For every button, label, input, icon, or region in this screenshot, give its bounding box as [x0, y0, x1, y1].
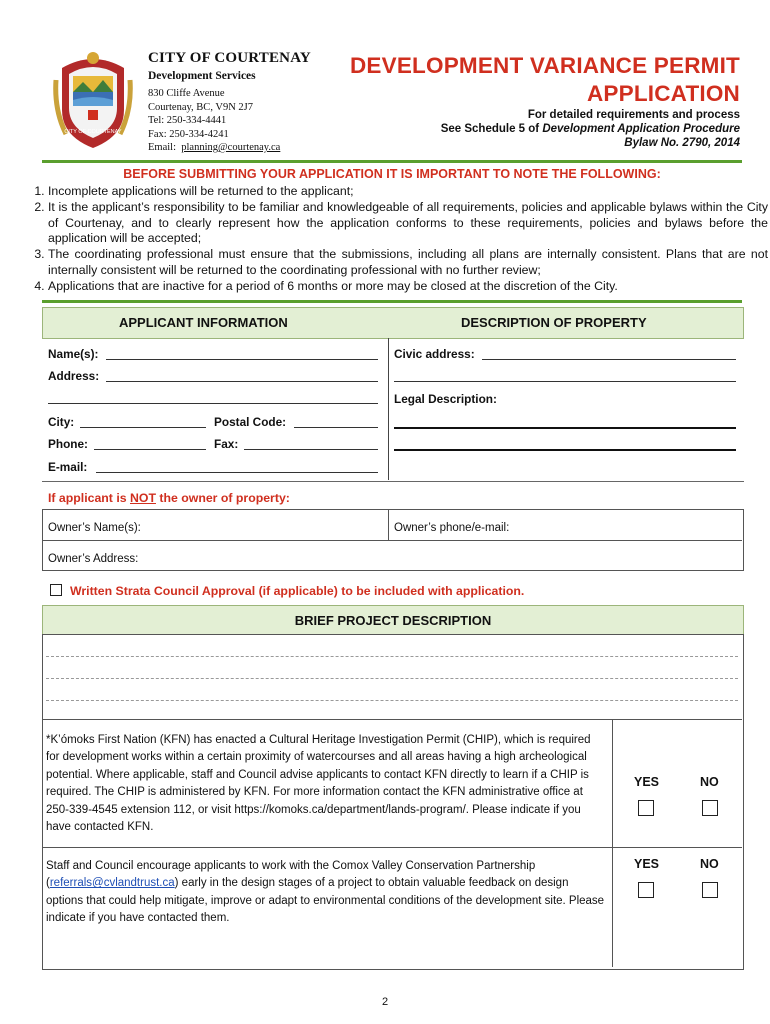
notes-list [20, 184, 768, 295]
cvcp-text-after: ) early in the design stages of a project to obtain valuable feedback on design options that could help mitigate, improve or adapt to environmental conditions of the development site. Please indicate if you have contacted them. [46, 877, 605, 925]
email-label: Email: [148, 142, 176, 153]
postal-code-field[interactable] [294, 427, 378, 428]
strata-checkbox[interactable] [50, 584, 62, 596]
page-number: 2 [381, 996, 389, 1008]
legal-description-field[interactable] [394, 427, 736, 429]
project-section-header [42, 605, 744, 635]
kfn-no-label: NO [700, 775, 719, 789]
cvcp-paragraph [46, 858, 606, 928]
consult-row-divider [43, 847, 742, 848]
cvcp-yes-checkbox[interactable] [638, 882, 654, 898]
address-line: Courtenay, BC, V9N 2J7 [148, 101, 253, 113]
city-field[interactable] [80, 427, 206, 428]
kfn-no-checkbox[interactable] [702, 800, 718, 816]
owner-address-field[interactable]: Owner’s Address: [48, 553, 139, 565]
legal-description-label: Legal Description: [394, 392, 497, 406]
owner-contact-field[interactable]: Owner’s phone/e-mail: [394, 522, 510, 534]
phone-field[interactable] [94, 449, 206, 450]
column-divider [388, 338, 389, 480]
email-line [148, 141, 280, 155]
owner-heading [48, 491, 290, 505]
address-label: Address: [48, 369, 100, 383]
property-heading: DESCRIPTION OF PROPERTY [461, 315, 647, 330]
kfn-paragraph: *K’ómoks First Nation (KFN) has enacted a Cultural Heritage Investigation Permit (CHIP), which is required for development works within a certain proximity of watercourses and all areas having a high archeological potential. Where applicable, staff and Council advise applicants to contact KFN directly to learn if a CHIP is required. The CHIP is administered by KFN. For more information contact the KFN administrative office at 250-339-4545 extension 112, or visit https://komoks.ca/department/lands-program/. Please indicate if you have contacted KFN. [46, 734, 591, 834]
title-line-1: DEVELOPMENT VARIANCE PERMIT [349, 53, 740, 78]
title-line-2: APPLICATION [586, 81, 740, 106]
section-bottom-border [42, 481, 744, 482]
note-item: 3. The coordinating professional must ensure that the submissions, including all plans are internally consistent. Plans that are not internally consistent will be returned to the coordinating professional with no further review; [48, 247, 768, 279]
fax-field[interactable] [244, 449, 378, 450]
form-title [350, 52, 740, 108]
phone-line: Tel: 250-334-4441 [148, 115, 227, 126]
header-divider [42, 160, 742, 163]
owner-heading-suffix: the owner of property: [155, 491, 290, 505]
fax-label: Fax: [214, 437, 239, 451]
project-heading: BRIEF PROJECT DESCRIPTION [294, 613, 492, 628]
postal-code-label: Postal Code: [214, 415, 287, 429]
ref-line-3: Bylaw No. 2790, 2014 [624, 137, 740, 149]
phone-label: Phone: [48, 437, 88, 451]
cvcp-no-checkbox[interactable] [702, 882, 718, 898]
email-field[interactable] [96, 472, 378, 473]
applicant-heading: APPLICANT INFORMATION [119, 315, 288, 330]
names-label: Name(s): [48, 347, 99, 361]
city-label: City: [48, 415, 75, 429]
address-field[interactable] [106, 381, 378, 382]
project-row-divider [43, 719, 742, 720]
ref-document: Development Application Procedure [542, 123, 740, 135]
project-description-line[interactable] [46, 700, 738, 701]
kfn-yes-label: YES [634, 775, 660, 789]
owner-names-field[interactable]: Owner’s Name(s): [48, 522, 141, 534]
notes-divider [42, 300, 742, 303]
city-name: CITY OF COURTENAY [148, 50, 311, 66]
cvcp-text-before: Staff and Council encourage applicants to work with the Comox Valley Conservation Partnership ( [46, 860, 536, 890]
yes-no-column-divider [612, 720, 613, 967]
address-line: 830 Cliffe Avenue [148, 88, 225, 99]
legal-description-field-line-2[interactable] [394, 449, 736, 451]
owner-heading-prefix: If applicant is [48, 491, 130, 505]
ref-prefix: See Schedule 5 of [440, 123, 543, 135]
kfn-yes-checkbox[interactable] [638, 800, 654, 816]
cvcp-email-link[interactable]: referrals@cvlandtrust.ca [49, 877, 175, 890]
project-description-line[interactable] [46, 678, 738, 679]
cvcp-no-label: NO [700, 857, 719, 871]
email-field-label: E-mail: [48, 460, 88, 474]
cvcp-yes-label: YES [634, 857, 660, 871]
email-link[interactable]: planning@courtenay.ca [181, 142, 281, 153]
crest-lettering: CITY OF COURTENAY [64, 129, 122, 135]
owner-heading-not: NOT [130, 491, 156, 505]
city-crest-logo [52, 50, 134, 150]
owner-table-divider [388, 510, 389, 540]
civic-address-field-line-2[interactable] [394, 381, 736, 382]
civic-address-field[interactable] [482, 359, 736, 360]
department-name: Development Services [148, 70, 256, 82]
names-field[interactable] [106, 359, 378, 360]
note-item: 1. Incomplete applications will be returned to the applicant; [48, 184, 768, 200]
strata-note: Written Strata Council Approval (if applicable) to be included with application. [70, 584, 525, 598]
ref-line-1: For detailed requirements and process [527, 109, 740, 121]
note-item: 4. Applications that are inactive for a period of 6 months or more may be closed at the discretion of the City. [48, 279, 768, 295]
info-section-header [42, 307, 744, 339]
address-field-line-2[interactable] [48, 403, 378, 404]
owner-table-row-divider [43, 540, 742, 541]
project-description-line[interactable] [46, 656, 738, 657]
fax-line: Fax: 250-334-4241 [148, 128, 229, 140]
note-item: 2. It is the applicant’s responsibility to be familiar and knowledgeable of all requirements, policies and applicable bylaws within the City of Courtenay, and to clearly represent how the application conforms to these requirements, policies and bylaws before the application will be accepted; [48, 200, 768, 247]
ref-line-2 [441, 122, 740, 136]
warning-heading: BEFORE SUBMITTING YOUR APPLICATION IT IS IMPORTANT TO NOTE THE FOLLOWING: [123, 167, 661, 181]
civic-address-label: Civic address: [394, 347, 475, 361]
